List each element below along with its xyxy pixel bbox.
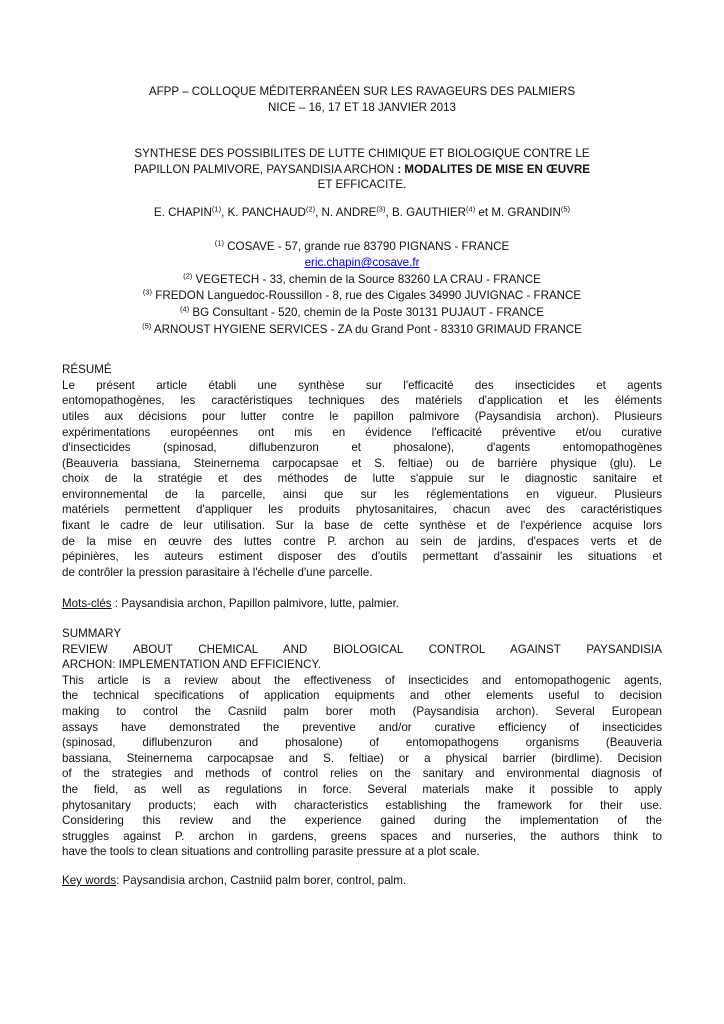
affiliation-3 (62, 288, 662, 305)
affiliation-ref: (3) (142, 287, 153, 297)
resume-section (62, 362, 662, 612)
author-ref: (3) (376, 204, 386, 214)
author-ref: (1) (211, 204, 222, 214)
paper-title-line2-bold: : MODALITES DE MISE EN ŒUVRE (397, 162, 590, 176)
text-line: the technical specifications of application equipments and other elements useful to decision (62, 689, 662, 703)
text-line: (Beauveria bassiana, Steinernema carpocapsae et S. feltiae) ou de barrière physique (glu). Le (62, 456, 662, 470)
text-line: REVIEW ABOUT CHEMICAL AND BIOLOGICAL CONTROL AGAINST PAYSANDISIA (62, 642, 662, 656)
text-line: the field, as well as regulations in force. Several materials make it possible to apply (62, 782, 662, 796)
text-line: entomopathogènes, les caractéristiques techniques des matériels d'application et les éléments (62, 394, 662, 408)
paper-title-line1: SYNTHESE DES POSSIBILITES DE LUTTE CHIMIQUE ET BIOLOGIQUE CONTRE LE (134, 147, 590, 161)
text-line: fixant le cadre de leur utilisation. Sur la base de cette synthèse et de l'expérience acquise lors (62, 519, 662, 533)
key-words-label: Key words (62, 873, 117, 887)
author-ref: (4) (466, 204, 476, 214)
text-line: de la mise en œuvre des luttes contre P. archon au sein de jardins, d'espaces verts et de (62, 534, 662, 548)
authors-line (62, 205, 662, 221)
text-line: have the tools to clean situations and controlling parasite pressure at a plot scale. (62, 845, 480, 859)
summary-paragraph (62, 673, 662, 860)
author-ref: (5) (560, 204, 571, 214)
text-line: making to control the Casniid palm borer moth (Paysandisia archon). Several European (62, 705, 662, 718)
affiliation-ref: (1) (214, 238, 224, 248)
text-line: of the strategies and methods of control relies on the sanitary and environmental diagnosis of (62, 767, 662, 781)
author (322, 206, 392, 219)
text-line: d'insecticides (spinosad, diflubenzuron et phosalone), d'agents entomopathogènes (62, 441, 662, 455)
mots-cles-line (62, 596, 662, 612)
author (228, 206, 322, 219)
email-link[interactable]: eric.chapin@cosave.fr (304, 256, 420, 270)
author-separator: , (221, 205, 228, 219)
paper-title (62, 146, 662, 193)
affiliation-5 (62, 322, 662, 339)
affiliation-2 (62, 272, 662, 289)
text-line: Considering this review and the experience gained during the implementation of the (62, 814, 662, 828)
text-line: assays have demonstrated the preventive and/or curative efficiency of insecticides (62, 720, 662, 734)
text-line: bassiana, Steinernema carpocapsae and S. feltiae) or a physical barrier (birdlime). Decision (62, 751, 662, 765)
conference-header-line1: AFPP – COLLOQUE MÉDITERRANÉEN SUR LES RAVAGEURS DES PALMIERS (148, 85, 576, 98)
author-name: E. CHAPIN (153, 205, 212, 219)
text-line: ARCHON: IMPLEMENTATION AND EFFICIENCY. (62, 658, 321, 672)
text-line: pépinières, les auteurs estiment disposer des d'outils permettant d'assainir les situations et (62, 550, 662, 564)
resume-heading: RÉSUMÉ (62, 363, 112, 377)
affiliation-email-line (62, 255, 662, 272)
affiliation-text: BG Consultant - 520, chemin de la Poste 30131 PUJAUT - FRANCE (189, 305, 544, 319)
text-line: phytosanitary products; each with characteristics establishing the framework for their use. (62, 798, 662, 812)
text-line: matériels permettent d'appliquer les produits phytosanitaires, chacun avec des caractéristiques (62, 503, 662, 517)
summary-subtitle (62, 642, 662, 673)
affiliation-ref: (5) (142, 321, 152, 331)
affiliation-text: ARNOUST HYGIENE SERVICES - ZA du Grand Pont - 83310 GRIMAUD FRANCE (151, 322, 582, 336)
text-line: (spinosad, diflubenzuron and phosalone) of entomopathogens organisms (Beauveria (62, 736, 662, 750)
conference-header (62, 84, 662, 115)
author-name: M. GRANDIN (491, 205, 561, 219)
author (392, 206, 491, 219)
author-name: K. PANCHAUD (227, 205, 306, 219)
author-name: B. GAUTHIER (391, 205, 467, 219)
affiliation-text: COSAVE - 57, grande rue 83790 PIGNANS - FRANCE (223, 239, 510, 253)
paper-title-line2 (62, 162, 662, 178)
text-line: utiles aux décisions pour lutter contre le papillon palmivore (Paysandisia archon). Plusieurs (62, 409, 662, 423)
author-separator: , (385, 205, 392, 219)
paper-title-line3: ET EFFICACITE. (317, 178, 407, 192)
resume-paragraph (62, 378, 662, 581)
text-line: environnemental de la parcelle, ainsi que sur les réglementations en vigueur. Plusieurs (62, 487, 662, 501)
author-name: N. ANDRE (321, 205, 377, 219)
affiliation-4 (62, 305, 662, 322)
text-line: struggles against P. archon in gardens, greens spaces and nurseries, the authors think to (62, 829, 662, 843)
summary-section (62, 626, 662, 889)
paper-title-line2-regular: PAPILLON PALMIVORE, PAYSANDISIA ARCHON (134, 162, 398, 176)
text-line: expérimentations européennes ont mis en évidence l'efficacité préventive et/ou curative (62, 425, 662, 439)
author (154, 206, 228, 219)
affiliation-1 (62, 239, 662, 256)
author-ref: (2) (305, 204, 316, 214)
author-separator: et (475, 205, 492, 219)
affiliations-block (62, 239, 662, 339)
text-line: This article is a review about the effectiveness of insecticides and entomopathogenic agents, (62, 673, 662, 687)
key-words-line (62, 873, 662, 889)
text-line: Le présent article établi une synthèse sur l'efficacité des insecticides et agents (62, 378, 662, 392)
mots-cles-label: Mots-clés (62, 597, 112, 611)
author (491, 206, 570, 219)
affiliation-ref: (4) (179, 304, 190, 314)
affiliation-ref: (2) (183, 271, 193, 281)
text-line: de contrôler la pression parasitaire à l'échelle d'une parcelle. (62, 565, 373, 579)
mots-cles-text: : Paysandisia archon, Papillon palmivore, lutte, palmier. (111, 597, 400, 611)
author-separator: , (315, 205, 322, 219)
conference-header-line2: NICE – 16, 17 ET 18 JANVIER 2013 (268, 100, 456, 114)
summary-heading: SUMMARY (62, 627, 122, 641)
affiliation-text: VEGETECH - 33, chemin de la Source 83260 LA CRAU - FRANCE (192, 272, 541, 286)
key-words-text: : Paysandisia archon, Castniid palm borer, control, palm. (116, 873, 407, 887)
affiliation-text: FREDON Languedoc-Roussillon - 8, rue des Cigales 34990 JUVIGNAC - FRANCE (152, 289, 582, 303)
text-line: choix de la stratégie et des méthodes de lutte s'appuie sur le diagnostic sanitaire et (62, 472, 662, 486)
